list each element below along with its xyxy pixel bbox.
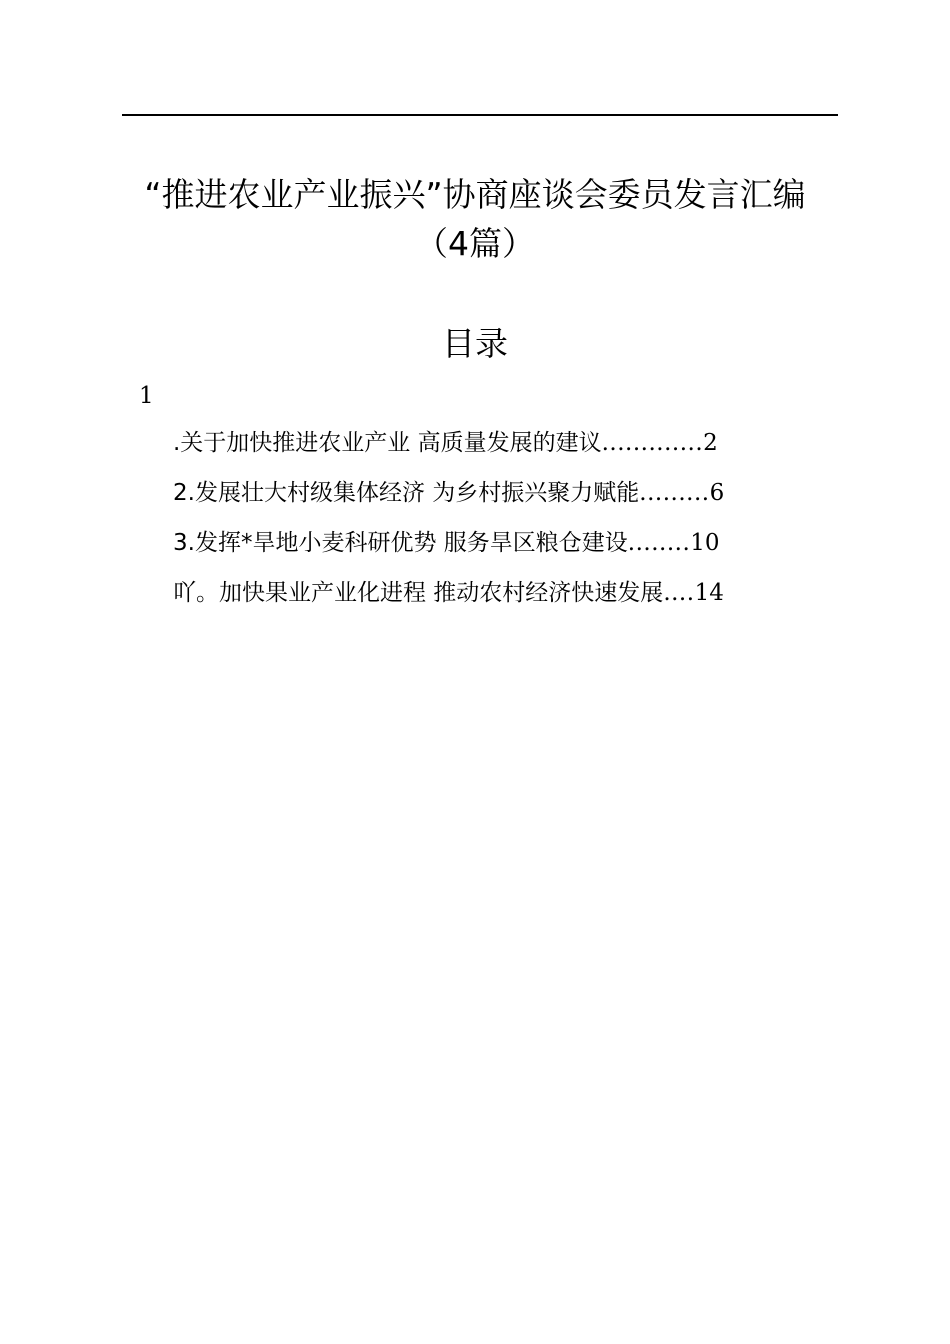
toc-entry-title: .关于加快推进农业产业 高质量发展的建议 [173,430,602,456]
toc-leader-dots: ............. [601,430,704,456]
toc-leader-dots: .... [663,580,695,606]
toc-heading: 目录 [442,324,508,363]
document-title-line-1: “推进农业产业振兴”协商座谈会委员发言汇编 [144,175,806,214]
table-of-contents [173,425,793,625]
toc-entry-1[interactable] [173,425,793,475]
toc-number-1: 1 [139,383,154,409]
toc-leader-dots: ......... [639,480,710,506]
toc-page-number: 14 [694,580,724,606]
toc-page-number: 6 [709,480,725,506]
header-rule [122,114,838,116]
toc-entry-title: 3.发挥*旱地小麦科研优势 服务旱区粮仓建设 [173,530,628,556]
toc-entry-title: 2.发展壮大村级集体经济 为乡村振兴聚力赋能 [173,480,640,506]
toc-entry-4[interactable] [173,575,793,625]
toc-page-number: 2 [703,430,718,456]
toc-entry-3[interactable] [173,525,793,575]
toc-entry-2[interactable] [173,475,793,525]
toc-leader-dots: ........ [627,530,691,556]
document-title-line-2: （4篇） [415,224,535,263]
toc-page-number: 10 [690,530,720,556]
toc-entry-title: 吖。加快果业产业化进程 推动农村经济快速发展 [173,580,664,606]
